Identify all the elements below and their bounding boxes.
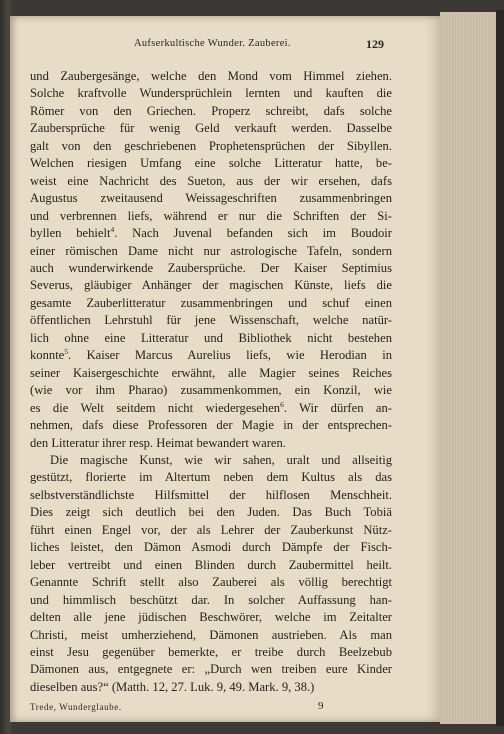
text-line [30, 574, 392, 591]
text-line [30, 155, 392, 172]
line-text-continued: . Kaiser Marcus Aurelius liefs, wie Herodian in [68, 348, 392, 363]
text-line [30, 400, 392, 417]
running-title: Aufserkultische Wunder. Zauberei. [134, 38, 291, 49]
line-text: Severus, gläubiger Anhänger der magischen Künste, liefs die [30, 278, 392, 293]
page-footer [30, 700, 390, 716]
line-text: einer römischen Dame nicht nur astrologische Tafeln, sondern [30, 243, 392, 258]
line-text: gestützt, florierte im Altertum neben dem Kultus als das [30, 470, 392, 485]
text-line [30, 627, 392, 644]
body-text [30, 68, 392, 696]
text-line [30, 138, 392, 155]
footnote-marker: 6 [280, 399, 284, 409]
line-text: Zaubersprüche für wenig Geld verkauft werden. Dasselbe [30, 121, 392, 136]
line-text: delten alle jene jüdischen Beschwörer, welche im Zeitalter [30, 610, 392, 625]
line-text: es die Welt seitdem nicht wiedergesehen [30, 400, 281, 415]
line-text-continued: . Wir dürfen an- [283, 400, 393, 415]
text-line [30, 330, 392, 347]
text-line [30, 190, 392, 207]
line-text: (wie vor ihm Pharao) zusammenkommen, ein Konzil, wie [30, 383, 392, 398]
text-line [30, 295, 392, 312]
text-line [30, 469, 392, 486]
book-page [10, 16, 440, 722]
printer-signature: Trede, Wunderglaube. [30, 702, 122, 712]
text-line [30, 609, 392, 626]
footnote-marker: 5 [64, 347, 69, 357]
line-text: leber vertreibt und einen Blinden durch Zaubermittel heilt. [30, 557, 392, 572]
text-line [30, 417, 392, 434]
line-text: weist eine Nachricht des Sueton, aus der wir ersehen, dafs [30, 173, 392, 188]
line-text: gesamte Zauberlitteratur zusammenbringen und schuf einen [30, 295, 392, 310]
text-line [30, 487, 392, 504]
text-line [30, 85, 392, 102]
line-text: selbstverständlichste Hilfsmittel der hilflosen Menschheit. [30, 487, 392, 502]
text-line [30, 120, 392, 137]
text-line [30, 522, 392, 539]
text-line [30, 260, 392, 277]
line-text: und Zaubergesänge, welche den Mond vom Himmel ziehen. [30, 69, 392, 83]
line-text: konnte [30, 348, 65, 363]
text-line [30, 347, 392, 364]
text-line [30, 225, 392, 242]
text-line [30, 435, 392, 452]
line-text: den Litteratur ihrer resp. Heimat bewandert waren. [30, 435, 286, 450]
line-text: öffentlichen Lehrstuhl für jene Wissenschaft, welche natür- [30, 313, 392, 328]
signature-mark: 9 [318, 700, 324, 712]
line-text: galt von den geschriebenen Prophetensprüchen der Sibyllen. [30, 138, 392, 153]
line-text: lich ohne eine Litteratur und Bibliothek nicht bestehen [30, 330, 392, 345]
line-text: und himmlisch beschützt dar. In solcher Auffassung han- [30, 592, 392, 607]
footnote-marker: 4 [110, 225, 115, 235]
text-line [30, 173, 392, 190]
text-line [30, 644, 392, 661]
running-header [10, 38, 440, 58]
line-text: Solche kraftvolle Wundersprüchlein lernten und kauften die [30, 86, 392, 101]
line-text: einst Jesu gegenüber bemerkte, er treibe durch Beelzebub [30, 644, 392, 659]
line-text: auch wunderwirkende Zaubersprüche. Der Kaiser Septimius [30, 260, 392, 275]
text-line [30, 68, 392, 85]
line-text-continued: . Nach Juvenal befanden sich im Boudoir [114, 226, 393, 241]
line-text: liches leistet, den Dämon Asmodi durch Dämpfe der Fisch- [30, 540, 392, 555]
line-text: Dämonen aus, entgegnete er: „Durch wen treiben eure Kinder [30, 662, 392, 677]
text-line [30, 592, 392, 609]
line-text: und verbrennen liefs, während er nur die Schriften der Si- [30, 208, 392, 223]
text-line [30, 103, 392, 120]
line-text: Dies zeigt sich deutlich bei den Juden. Das Buch Tobiä [30, 505, 392, 520]
line-text: Genannte Schrift stellt also Zauberei als völlig berechtigt [30, 575, 392, 590]
line-text: Welchen riesigen Umfang eine solche Litteratur hatte, be- [30, 156, 392, 171]
line-text: Christi, meist umherziehend, Dämonen austrieben. Als man [30, 627, 392, 642]
text-line [30, 661, 392, 678]
page-number: 129 [366, 37, 384, 51]
line-text: dieselben aus?“ (Matth. 12, 27. Luk. 9, 49. Mark. 9, 38.) [30, 679, 315, 694]
line-text: nehmen, dafs diese Professoren der Magie in der entsprechen- [30, 418, 392, 433]
text-line [30, 539, 392, 556]
text-line [30, 365, 392, 382]
text-line [30, 557, 392, 574]
text-line [30, 452, 392, 469]
line-text: Augustus zweitausend Weissageschriften zusammenbringen [30, 191, 392, 206]
text-line [30, 312, 392, 329]
text-line [30, 277, 392, 294]
text-line [30, 679, 392, 696]
line-text: byllen behielt [30, 226, 111, 241]
line-text: Die magische Kunst, wie wir sahen, uralt und allseitig [50, 452, 392, 467]
text-line [30, 243, 392, 260]
text-line [30, 382, 392, 399]
line-text: seiner Kaisergeschichte erwähnt, alle Magier seines Reiches [30, 365, 392, 380]
line-text: Römer von den Griechen. Properz schreibt, dafs solche [30, 103, 392, 118]
page-stack-edge [440, 12, 500, 724]
book-edge-shadow [496, 10, 504, 726]
paragraph [30, 68, 392, 452]
line-text: führt einen Engel vor, der als Lehrer der Zauberkunst Nütz- [30, 522, 392, 537]
paragraph [30, 452, 392, 696]
text-line [30, 504, 392, 521]
text-line [30, 208, 392, 225]
